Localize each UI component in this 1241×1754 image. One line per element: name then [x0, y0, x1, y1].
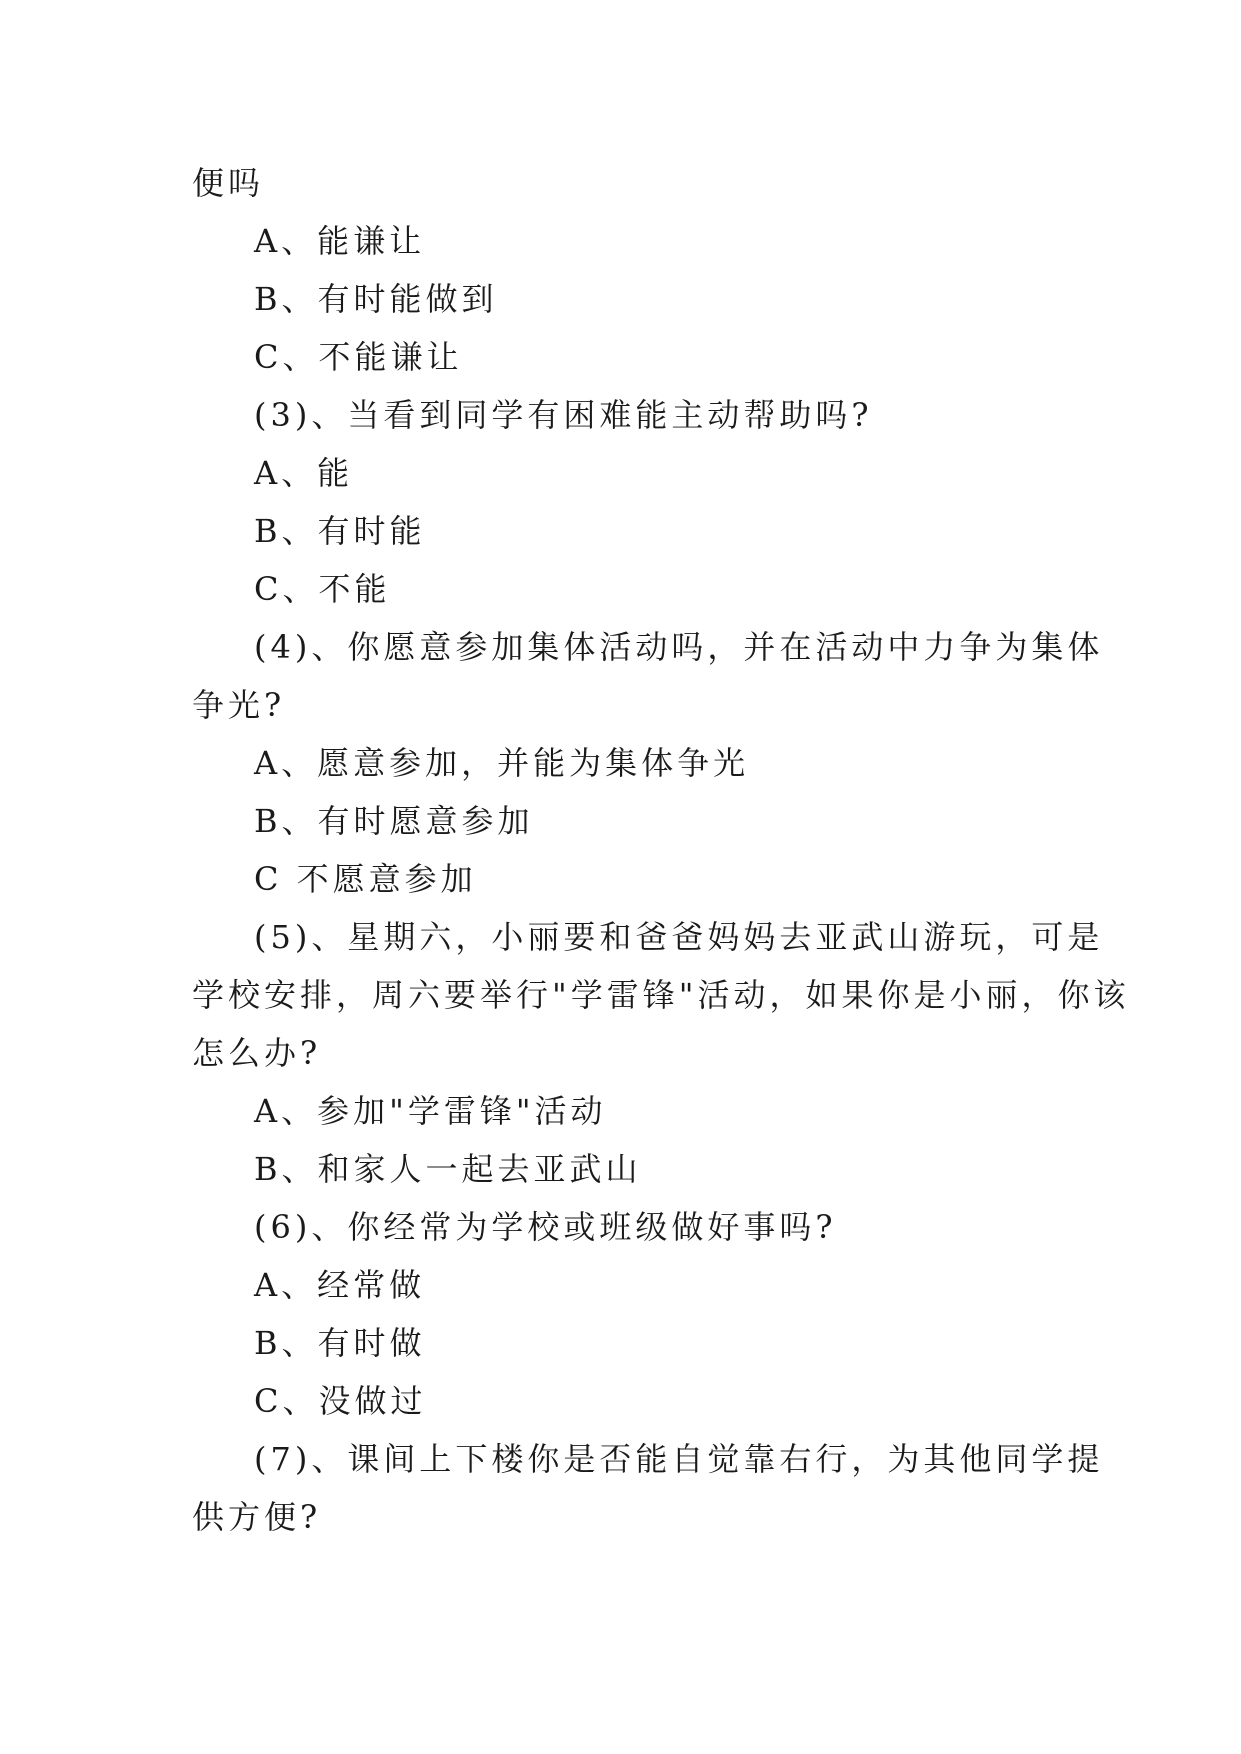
- option-line: A、能谦让: [254, 222, 426, 260]
- question-continuation: 争光?: [192, 686, 286, 724]
- option-line: B、和家人一起去亚武山: [254, 1150, 642, 1188]
- option-line: A、经常做: [254, 1266, 426, 1304]
- option-line: B、有时做: [254, 1324, 426, 1362]
- option-line: A、能: [254, 454, 354, 492]
- option-line: B、有时愿意参加: [254, 802, 534, 840]
- option-line: A、参加"学雷锋"活动: [254, 1092, 607, 1130]
- option-line: B、有时能: [254, 512, 426, 550]
- question-line: (3)、当看到同学有困难能主动帮助吗?: [254, 396, 873, 434]
- option-line: C、没做过: [254, 1382, 427, 1420]
- text-line: 便吗: [192, 164, 265, 202]
- question-continuation: 学校安排，周六要举行"学雷锋"活动，如果你是小丽，你该: [192, 976, 1130, 1014]
- question-line: (7)、课间上下楼你是否能自觉靠右行，为其他同学提: [254, 1440, 1104, 1478]
- question-line: (5)、星期六，小丽要和爸爸妈妈去亚武山游玩，可是: [254, 918, 1104, 956]
- question-line: (4)、你愿意参加集体活动吗，并在活动中力争为集体: [254, 628, 1104, 666]
- option-line: A、愿意参加，并能为集体争光: [254, 744, 750, 782]
- option-line: C、不能: [254, 570, 391, 608]
- option-line: C 不愿意参加: [254, 860, 477, 898]
- option-line: B、有时能做到: [254, 280, 498, 318]
- question-continuation: 怎么办?: [192, 1034, 322, 1072]
- option-line: C、不能谦让: [254, 338, 463, 376]
- question-continuation: 供方便?: [192, 1498, 322, 1536]
- question-line: (6)、你经常为学校或班级做好事吗?: [254, 1208, 837, 1246]
